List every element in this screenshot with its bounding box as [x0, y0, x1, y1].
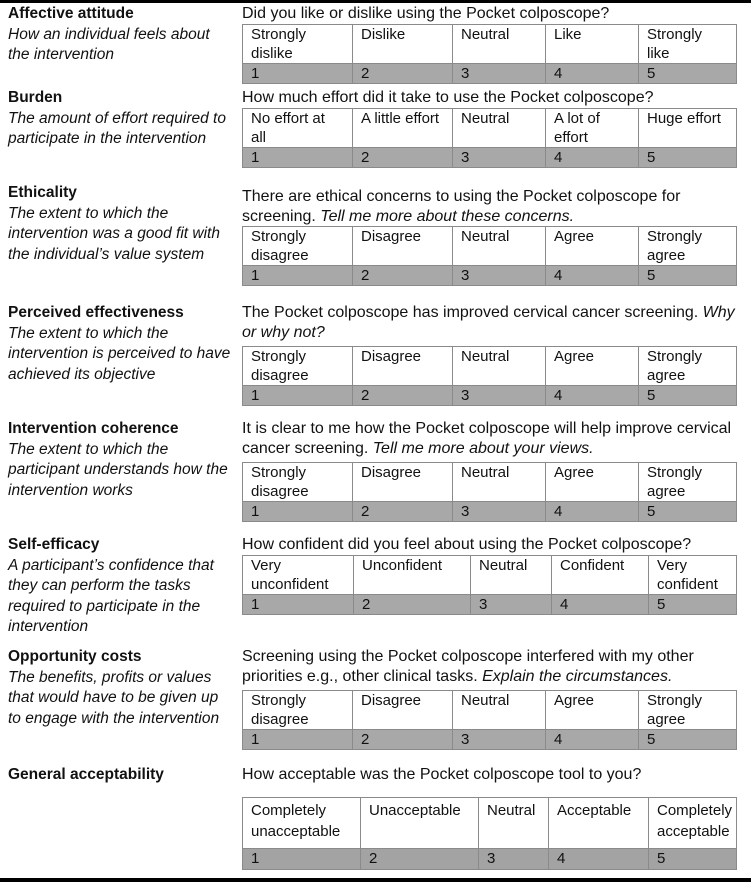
scale-score[interactable]: 3	[471, 595, 552, 615]
question-text: How confident did you feel about using the Pocket colposcope?	[242, 536, 692, 553]
scale-score[interactable]: 5	[639, 502, 737, 522]
construct	[8, 88, 233, 150]
scale-option[interactable]: A little effort	[353, 109, 453, 148]
scale-option[interactable]: Agree	[546, 463, 639, 502]
scale-option[interactable]: Strongly disagree	[243, 227, 353, 266]
scale-option[interactable]: Acceptable	[549, 798, 649, 849]
scale-score[interactable]: 1	[243, 266, 353, 286]
scale-option[interactable]: Agree	[546, 347, 639, 386]
scale-labels-row	[243, 347, 737, 386]
scale-option[interactable]: Agree	[546, 227, 639, 266]
scale-score[interactable]: 2	[353, 730, 453, 750]
scale-labels-row	[243, 25, 737, 64]
likert-scale	[242, 226, 737, 286]
scale-option[interactable]: Strongly disagree	[243, 347, 353, 386]
scale-option[interactable]: Completely acceptable	[649, 798, 737, 849]
question-text: Did you like or dislike using the Pocket colposcope?	[242, 5, 610, 22]
scale-scores-row	[243, 730, 737, 750]
bottom-rule	[0, 878, 751, 882]
scale-option[interactable]: Very unconfident	[243, 556, 354, 595]
scale-score[interactable]: 5	[639, 148, 737, 168]
scale-score[interactable]: 3	[453, 386, 546, 406]
scale-labels-row	[243, 798, 737, 849]
construct	[8, 183, 233, 265]
likert-scale	[242, 690, 737, 750]
construct-heading: General acceptability	[8, 766, 164, 783]
scale-scores-row	[243, 502, 737, 522]
construct-description: The amount of effort required to participate in the intervention	[8, 109, 226, 147]
question-text: How acceptable was the Pocket colposcope tool to you?	[242, 766, 642, 783]
question-text: How much effort did it take to use the Pocket colposcope?	[242, 89, 654, 106]
scale-scores-row	[243, 64, 737, 84]
scale-option[interactable]: No effort at all	[243, 109, 353, 148]
scale-option[interactable]: Strongly disagree	[243, 691, 353, 730]
question-prompt: Tell me more about your views.	[372, 440, 594, 457]
scale-option[interactable]: Strongly agree	[639, 463, 737, 502]
scale-labels-row	[243, 109, 737, 148]
scale-option[interactable]: Neutral	[453, 347, 546, 386]
scale-option[interactable]: Disagree	[353, 347, 453, 386]
construct	[8, 647, 233, 729]
scale-score[interactable]: 2	[353, 266, 453, 286]
scale-score[interactable]: 4	[552, 595, 649, 615]
scale-score[interactable]: 3	[453, 148, 546, 168]
scale-option[interactable]: Strongly agree	[639, 347, 737, 386]
question	[242, 765, 747, 785]
scale-option[interactable]: Unconfident	[354, 556, 471, 595]
scale-score[interactable]: 3	[479, 849, 549, 870]
question	[242, 187, 747, 227]
scale-option[interactable]: Neutral	[453, 691, 546, 730]
scale-option[interactable]: Strongly dislike	[243, 25, 353, 64]
scale-scores-row	[243, 849, 737, 870]
scale-option[interactable]: Strongly agree	[639, 691, 737, 730]
question	[242, 647, 747, 687]
scale-option[interactable]: Neutral	[453, 463, 546, 502]
scale-score[interactable]: 1	[243, 730, 353, 750]
question	[242, 4, 747, 24]
construct-description: The benefits, profits or values that would have to be given up to engage with the intervention	[8, 668, 220, 727]
scale-score[interactable]: 5	[639, 386, 737, 406]
construct-heading: Affective attitude	[8, 5, 134, 22]
question	[242, 303, 747, 343]
scale-scores-row	[243, 148, 737, 168]
scale-score[interactable]: 5	[639, 730, 737, 750]
construct	[8, 303, 233, 385]
scale-option[interactable]: A lot of effort	[546, 109, 639, 148]
question	[242, 535, 747, 555]
question-prompt: Why or why not?	[242, 304, 735, 341]
construct	[8, 419, 233, 501]
construct	[8, 765, 233, 786]
scale-scores-row	[243, 266, 737, 286]
scale-option[interactable]: Neutral	[453, 227, 546, 266]
scale-score[interactable]: 1	[243, 386, 353, 406]
scale-score[interactable]: 4	[546, 730, 639, 750]
scale-option[interactable]: Neutral	[479, 798, 549, 849]
scale-score[interactable]: 2	[353, 386, 453, 406]
likert-scale	[242, 462, 737, 522]
scale-score[interactable]: 1	[243, 148, 353, 168]
scale-score[interactable]: 4	[549, 849, 649, 870]
construct-heading: Perceived effectiveness	[8, 304, 184, 321]
scale-option[interactable]: Dislike	[353, 25, 453, 64]
construct-description: The extent to which the participant understands how the intervention works	[8, 440, 228, 499]
scale-scores-row	[243, 595, 737, 615]
scale-score[interactable]: 5	[649, 595, 737, 615]
scale-labels-row	[243, 556, 737, 595]
likert-scale	[242, 108, 737, 168]
likert-scale	[242, 555, 737, 615]
scale-labels-row	[243, 691, 737, 730]
scale-option[interactable]: Confident	[552, 556, 649, 595]
scale-score[interactable]: 3	[453, 502, 546, 522]
construct-description: How an individual feels about the intervention	[8, 25, 210, 63]
question-text: Screening using the Pocket colposcope interfered with my other priorities e.g., other clinical tasks.	[242, 648, 694, 685]
scale-option[interactable]: Strongly like	[639, 25, 737, 64]
scale-score[interactable]: 3	[453, 64, 546, 84]
scale-option[interactable]: Disagree	[353, 227, 453, 266]
scale-score[interactable]: 4	[546, 64, 639, 84]
scale-score[interactable]: 5	[639, 64, 737, 84]
scale-scores-row	[243, 386, 737, 406]
scale-option[interactable]: Completely unacceptable	[243, 798, 361, 849]
construct-description: A participant’s confidence that they can perform the tasks required to participate in the intervention	[8, 556, 214, 635]
construct-heading: Opportunity costs	[8, 648, 142, 665]
scale-score[interactable]: 4	[546, 502, 639, 522]
question-text: It is clear to me how the Pocket colposcope will help improve cervical cancer screening.	[242, 420, 732, 457]
construct-heading: Self-efficacy	[8, 536, 100, 553]
scale-score[interactable]: 2	[353, 64, 453, 84]
scale-option[interactable]: Huge effort	[639, 109, 737, 148]
scale-score[interactable]: 2	[361, 849, 479, 870]
scale-score[interactable]: 4	[546, 148, 639, 168]
scale-option[interactable]: Neutral	[453, 109, 546, 148]
scale-option[interactable]: Neutral	[453, 25, 546, 64]
scale-option[interactable]: Disagree	[353, 691, 453, 730]
scale-option[interactable]: Strongly disagree	[243, 463, 353, 502]
construct-heading: Intervention coherence	[8, 420, 179, 437]
question	[242, 88, 747, 108]
scale-score[interactable]: 4	[546, 266, 639, 286]
scale-option[interactable]: Unacceptable	[361, 798, 479, 849]
construct-description: The extent to which the intervention is perceived to have achieved its objective	[8, 324, 231, 383]
scale-score[interactable]: 1	[243, 64, 353, 84]
scale-labels-row	[243, 227, 737, 266]
scale-score[interactable]: 2	[353, 148, 453, 168]
scale-score[interactable]: 3	[453, 730, 546, 750]
question-text: The Pocket colposcope has improved cervical cancer screening.	[242, 304, 703, 321]
question	[242, 419, 747, 459]
construct-heading: Ethicality	[8, 184, 77, 201]
scale-option[interactable]: Neutral	[471, 556, 552, 595]
scale-option[interactable]: Very confident	[649, 556, 737, 595]
construct	[8, 4, 233, 66]
likert-scale	[242, 797, 737, 870]
scale-option[interactable]: Agree	[546, 691, 639, 730]
construct	[8, 535, 233, 638]
scale-score[interactable]: 2	[354, 595, 471, 615]
scale-score[interactable]: 3	[453, 266, 546, 286]
scale-option[interactable]: Disagree	[353, 463, 453, 502]
question-prompt: Explain the circumstances.	[482, 668, 673, 685]
construct-heading: Burden	[8, 89, 63, 106]
scale-score[interactable]: 2	[353, 502, 453, 522]
scale-labels-row	[243, 463, 737, 502]
question-text: There are ethical concerns to using the Pocket colposcope for screening.	[242, 188, 681, 225]
question-prompt: Tell me more about these concerns.	[320, 208, 575, 225]
top-rule	[0, 0, 751, 3]
scale-score[interactable]: 5	[649, 849, 737, 870]
likert-scale	[242, 24, 737, 84]
scale-score[interactable]: 1	[243, 595, 354, 615]
scale-score[interactable]: 4	[546, 386, 639, 406]
scale-score[interactable]: 5	[639, 266, 737, 286]
likert-scale	[242, 346, 737, 406]
construct-description: The extent to which the intervention was a good fit with the individual’s value system	[8, 204, 220, 263]
scale-option[interactable]: Like	[546, 25, 639, 64]
scale-option[interactable]: Strongly agree	[639, 227, 737, 266]
scale-score[interactable]: 1	[243, 502, 353, 522]
scale-score[interactable]: 1	[243, 849, 361, 870]
